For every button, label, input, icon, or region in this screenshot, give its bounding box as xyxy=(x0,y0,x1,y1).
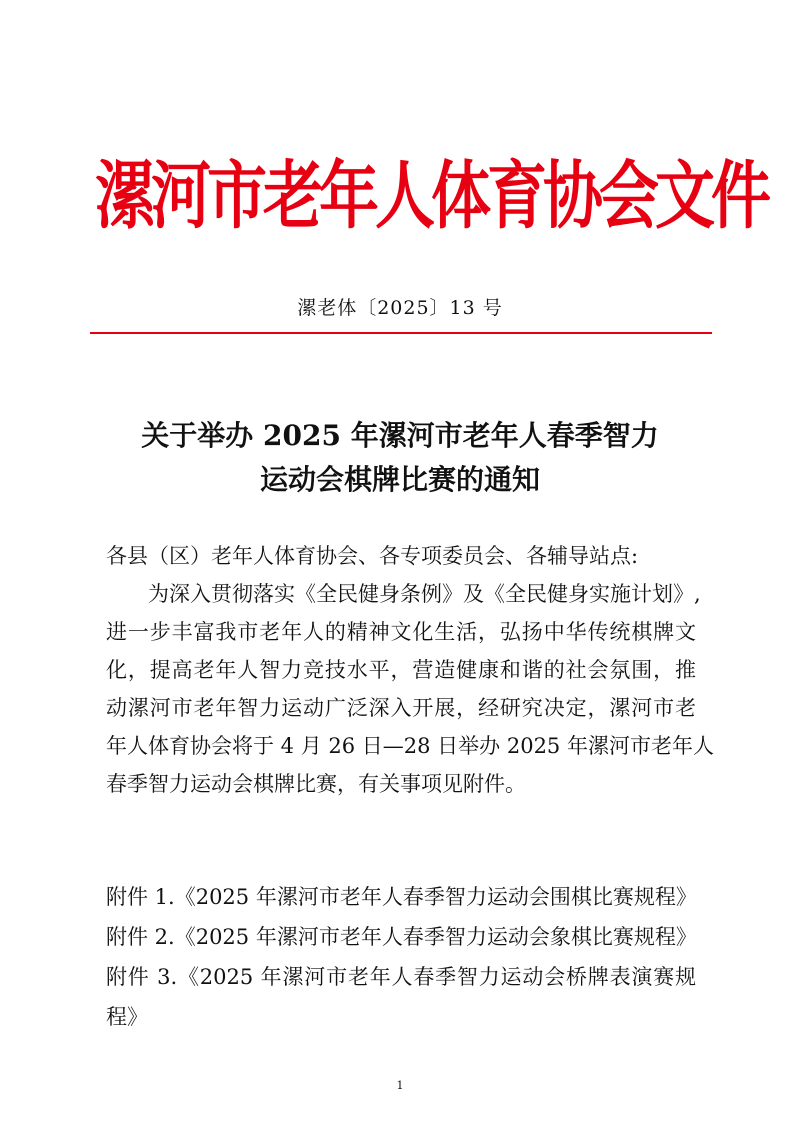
notice-title-line-1: 关于举办 2025 年漯河市老年人春季智力 xyxy=(141,419,659,452)
attachment-list xyxy=(106,877,696,1037)
notice-title xyxy=(0,414,800,502)
issuer-title: 漯河市老年人体育协会文件 xyxy=(95,154,767,240)
attachment-item-continuation: 程》 xyxy=(106,1005,148,1029)
attachment-item: 附件 3.《2025 年漯河市老年人春季智力运动会桥牌表演赛规 xyxy=(106,965,696,989)
paragraph-line: 化，提高老年人智力竞技水平，营造健康和谐的社会氛围，推 xyxy=(106,658,696,682)
notice-title-line-2: 运动会棋牌比赛的通知 xyxy=(259,463,540,496)
paragraph-line: 动漯河市老年智力运动广泛深入开展，经研究决定，漯河市老 xyxy=(106,696,696,720)
document-number: 漯老体〔2025〕13 号 xyxy=(297,297,503,319)
paragraph-line: 为深入贯彻落实《全民健身条例》及《全民健身实施计划》, xyxy=(148,582,701,606)
page-number: 1 xyxy=(396,1079,404,1092)
attachment-item: 附件 2.《2025 年漯河市老年人春季智力运动会象棋比赛规程》 xyxy=(106,925,697,949)
paragraph-line: 进一步丰富我市老年人的精神文化生活，弘扬中华传统棋牌文 xyxy=(106,620,696,644)
body-paragraph xyxy=(106,575,714,803)
attachment-item: 附件 1.《2025 年漯河市老年人春季智力运动会围棋比赛规程》 xyxy=(106,885,697,909)
addressee-line: 各县（区）老年人体育协会、各专项委员会、各辅导站点: xyxy=(106,544,639,568)
paragraph-line: 年人体育协会将于 4 月 26 日—28 日举办 2025 年漯河市老年人 xyxy=(106,734,714,758)
red-divider-line xyxy=(90,332,712,334)
paragraph-line: 春季智力运动会棋牌比赛，有关事项见附件。 xyxy=(106,772,526,796)
